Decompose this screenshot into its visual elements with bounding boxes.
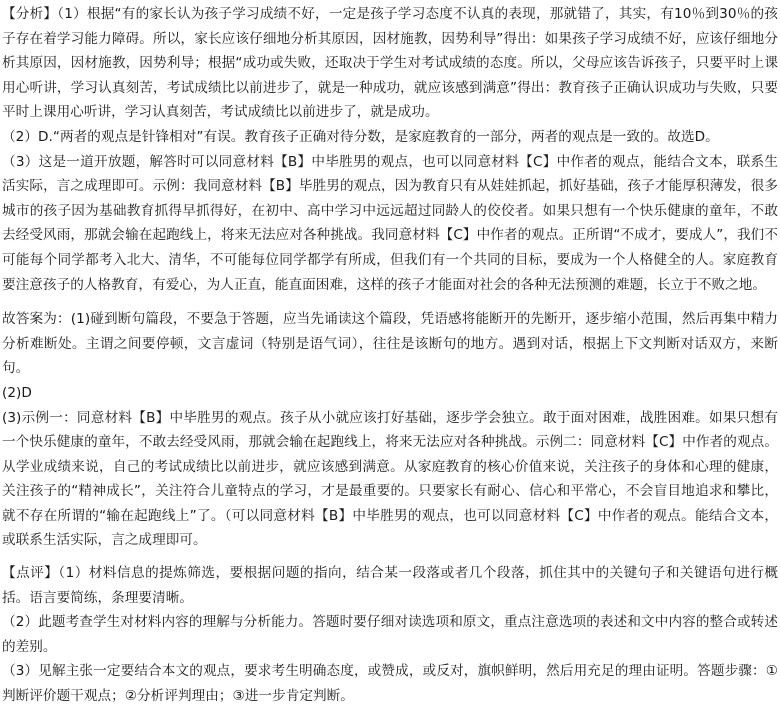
comment-paragraph-1: 【点评】（1）材料信息的提炼筛选，要根据问题的指向，结合某一段落或者几个段落，抓住其中的关键句子和关键语句进行概括。语言要简练，条理要清晰。 (2, 565, 778, 606)
solution-document (2, 2, 778, 709)
answer-paragraph-1: 故答案为：(1)碰到断句篇段，不要急于答题，应当先诵读这个篇段，凭语感将能断开的先断开，逐步缩小范围，然后再集中精力分析难断处。主谓之间要停顿，文言虚词（特别是语气词），往往是该断句的地方。遇到对话，根据上下文判断对话双方，来断句。 (2, 311, 778, 377)
analysis-paragraph-3: （3）这是一道开放题，解答时可以同意材料【B】中毕胜男的观点，也可以同意材料【C】中作者的观点，能结合文本，联系生活实际，言之成理即可。示例：我同意材料【B】毕胜男的观点，因为教育只有从娃娃抓起，抓好基础，孩子才能厚积薄发，很多城市的孩子因为基础教育抓得早抓得好，在初中、高中学习中远远超过同龄人的佼佼者。如果只想有一个快乐健康的童年，不敢去经受风雨，那就会输在起跑线上，将来无法应对各种挑战。我同意材料【C】中作者的观点。正所谓“不成才，要成人”，我们不可能每个同学都考入北大、清华，不可能每位同学都学有所成，但我们有一个共同的目标，要成为一个人格健全的人。家庭教育要注意孩子的人格教育，有爱心，为人正直，能直面困难，这样的孩子才能面对社会的各种无法预测的难题，长立于不败之地。 (2, 153, 778, 293)
section-spacer (2, 553, 778, 561)
comment-section (2, 561, 778, 709)
analysis-paragraph-1: 【分析】（1）根据“有的家长认为孩子学习成绩不好，一定是孩子学习态度不认真的表现，那就错了，其实，有10％到30％的孩子存在着学习能力障碍。所以，家长应该仔细地分析其原因，因材施教，因势利导”得出：如果孩子学习成绩不好，应该仔细地分析其原因，因材施教，因势利导；根据“成功或失败，还取决于学生对考试成绩的态度。所以，父母应该告诉孩子，只要平时上课用心听讲，学习认真刻苦，考试成绩比以前进步了，就是一种成功，就应该感到满意”得出：教育孩子正确认识成功与失败，只要平时上课用心听讲，学习认真刻苦，考试成绩比以前进步了，就是成功。 (2, 6, 778, 121)
analysis-section (2, 2, 778, 297)
answer-paragraph-3: (3)示例一：同意材料【B】中毕胜男的观点。孩子从小就应该打好基础，逐步学会独立。敢于面对困难，战胜困难。如果只想有一个快乐健康的童年，不敢去经受风雨，那就会输在起跑线上，将来无法应对各种挑战。示例二：同意材料【C】中作者的观点。从学业成绩来说，自己的考试成绩比以前进步，就应该感到满意。从家庭教育的核心价值来说，关注孩子的身体和心理的健康，关注孩子的“精神成长”，关注符合儿童特点的学习，才是最重要的。只要家长有耐心、信心和平常心，不会盲目地追求和攀比，就不存在所谓的“输在起跑线上”了。（可以同意材料【B】中毕胜男的观点，也可以同意材料【C】中作者的观点。能结合文本，或联系生活实际，言之成理即可。 (2, 409, 778, 549)
answer-paragraph-2: (2)D (2, 384, 32, 401)
comment-paragraph-2: （2）此题考查学生对材料内容的理解与分析能力。答题时要仔细对读选项和原文，重点注意选项的表述和文中内容的整合或转述的差别。 (2, 614, 778, 655)
answer-section (2, 307, 778, 553)
comment-paragraph-3: （3）见解主张一定要结合本文的观点，要求考生明确态度，或赞成，或反对，旗帜鲜明，然后用充足的理由证明。答题步骤：①判断评价题干观点；②分析评判理由；③进一步肯定判断。 (2, 663, 778, 705)
analysis-paragraph-2: （2）D.“两者的观点是针锋相对”有误。教育孩子正确对待分数，是家庭教育的一部分，两者的观点是一致的。故选D。 (2, 128, 719, 145)
section-spacer (2, 297, 778, 307)
